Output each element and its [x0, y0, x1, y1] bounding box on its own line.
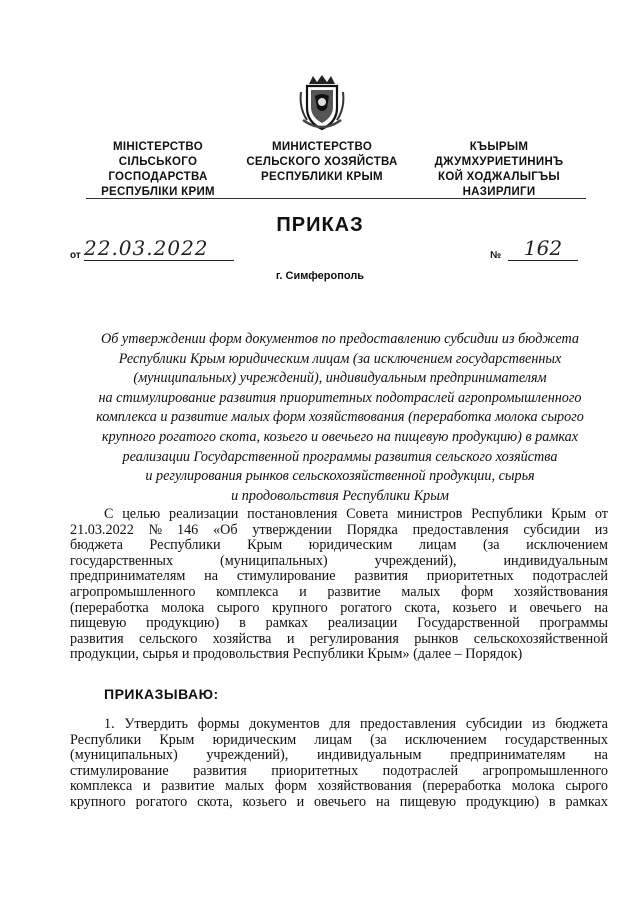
- word: комплекса: [216, 583, 279, 600]
- word: и: [286, 630, 295, 647]
- word: реализации: [169, 506, 239, 522]
- word: рынков: [414, 630, 459, 647]
- text-line: [70, 748, 608, 764]
- word: (муниципальных): [70, 747, 178, 764]
- word: для: [329, 716, 351, 732]
- subject-line: (муниципальных) учреждений), индивидуальным предпринимателям: [133, 370, 547, 387]
- word: Крым: [551, 506, 587, 522]
- word: в: [548, 793, 556, 810]
- number-prefix: №: [490, 250, 502, 261]
- header-line: КЪЫРЫМ: [469, 141, 529, 153]
- text-line: [70, 717, 608, 733]
- word: козьего: [452, 599, 497, 616]
- word: скота,: [197, 793, 233, 810]
- ministry-name-russian: [242, 140, 402, 185]
- word: продукцию): [465, 793, 540, 810]
- word: постановления: [247, 506, 338, 522]
- text-line: [70, 764, 608, 780]
- word: регулирования: [309, 630, 399, 647]
- word: предпринимателям: [450, 747, 566, 764]
- header-line: РЕСПУБЛІКИ КРИМ: [101, 186, 215, 198]
- word: приоритетных: [271, 762, 359, 779]
- word: крупного: [70, 793, 126, 810]
- word: подотраслей: [532, 568, 608, 585]
- word: хозяйствования: [317, 778, 412, 795]
- text-line: [70, 523, 608, 539]
- word: форм: [461, 583, 494, 600]
- subject-line: Республики Крым юридическим лицам (за исключением государственных: [118, 350, 562, 367]
- word: документов: [249, 716, 320, 732]
- word: агропромышленного: [482, 762, 608, 779]
- word: в: [239, 615, 246, 632]
- word: молока: [161, 599, 205, 616]
- text-line: [70, 733, 608, 749]
- word: Государственной: [417, 615, 520, 632]
- word: бюджета: [70, 537, 123, 554]
- word: пищевую: [70, 615, 127, 632]
- word: субсидии: [465, 716, 523, 732]
- word: предпринимателям: [70, 568, 186, 585]
- word: подотраслей: [382, 762, 459, 779]
- word: министров: [397, 506, 463, 522]
- header-line: РЕСПУБЛИКИ КРЫМ: [261, 171, 383, 183]
- word: программы: [539, 615, 608, 632]
- word: лицам: [314, 731, 352, 748]
- header-divider: [86, 198, 586, 199]
- header-line: ГОСПОДАРСТВА: [108, 171, 208, 183]
- word: из: [532, 716, 546, 732]
- subject-line: крупного рогатого скота, козьего и овечьего на пищевую продукцию) в рамках: [101, 428, 579, 445]
- header-line: КОЙ ХОДЖАЛЫГЪЫ: [438, 171, 560, 183]
- word: С: [104, 506, 114, 522]
- word: предоставления: [412, 521, 509, 538]
- word: стимулирование: [70, 762, 169, 779]
- header-line: ДЖУМХУРИЕТИНИНЪ: [434, 156, 564, 168]
- header-line: СІЛЬСЬКОГО: [118, 156, 198, 168]
- word: целью: [122, 506, 161, 522]
- subject-line: и регулирования рынков сельскохозяйственной продукции, сырья: [145, 468, 535, 485]
- word: учреждений),: [374, 552, 457, 569]
- word: сырого: [216, 599, 260, 616]
- word: рамках: [265, 615, 309, 632]
- word: исключением: [404, 731, 487, 748]
- word: развития: [193, 762, 247, 779]
- preamble-paragraph: [70, 507, 608, 663]
- word: молока: [511, 778, 555, 795]
- word: 21.03.2022: [70, 521, 134, 538]
- word: рамках: [565, 793, 608, 810]
- text-line: [70, 569, 608, 585]
- word: Республики: [471, 506, 543, 522]
- text-line: [70, 632, 608, 648]
- word: и: [296, 793, 305, 810]
- word: Порядка: [346, 521, 398, 538]
- word: юридическим: [308, 537, 393, 554]
- word: бюджета: [555, 716, 608, 732]
- subject-line: и продовольствия Республики Крым: [231, 487, 449, 504]
- text-line: [70, 585, 608, 601]
- word: исключением: [526, 537, 608, 554]
- text-line: [70, 507, 608, 523]
- handwritten-number: 162: [508, 236, 578, 261]
- text-line: продукции, сырья и продовольствия Республики Крым» (далее – Порядок): [70, 646, 523, 663]
- word: стимулирование: [236, 568, 336, 585]
- word: (переработка: [422, 778, 502, 795]
- word: комплекса: [70, 778, 133, 795]
- word: государственных: [504, 731, 608, 748]
- word: сельскохозяйственной: [473, 630, 608, 647]
- word: субсидии: [523, 521, 580, 538]
- word: лицам: [418, 537, 457, 554]
- subject-line: на стимулирование развития приоритетных подотраслей агропромышленного: [98, 389, 582, 406]
- header-line: СЕЛЬСКОГО ХОЗЯЙСТВА: [246, 156, 398, 168]
- word: крупного: [271, 599, 328, 616]
- order-item-1: [70, 717, 608, 811]
- word: государственных: [70, 552, 174, 569]
- word: индивидуальным: [316, 747, 422, 764]
- ministry-name-crimean-tatar: [414, 140, 584, 200]
- word: Крым: [247, 537, 283, 554]
- coat-of-arms-icon: [297, 74, 347, 132]
- word: (муниципальных): [219, 552, 328, 569]
- word: Крым: [159, 731, 195, 748]
- word: продукцию): [146, 615, 220, 632]
- document-title: ПРИКАЗ: [276, 214, 364, 236]
- word: развития: [70, 630, 124, 647]
- text-line: [70, 779, 608, 795]
- word: хозяйствования: [513, 583, 608, 600]
- word: рогатого: [135, 793, 188, 810]
- word: формы: [197, 716, 240, 732]
- word: агропромышленного: [70, 583, 196, 600]
- header-line: МІНІСТЕРСТВО: [113, 141, 203, 153]
- word: развития: [354, 568, 408, 585]
- word: предоставления: [360, 716, 457, 732]
- word: развитие: [161, 778, 215, 795]
- word: Республики: [70, 731, 142, 748]
- word: учреждений),: [206, 747, 289, 764]
- text-line: [70, 538, 608, 554]
- word: (за: [370, 731, 387, 748]
- word: (за: [482, 537, 500, 554]
- word: хозяйства: [212, 630, 272, 647]
- word: на: [376, 793, 390, 810]
- ministry-name-ukrainian: [78, 140, 238, 200]
- word: и: [509, 599, 517, 616]
- text-line: [70, 554, 608, 570]
- word: 146: [176, 521, 199, 538]
- word: Утвердить: [124, 716, 188, 732]
- word: из: [594, 521, 608, 538]
- order-heading: ПРИКАЗЫВАЮ:: [104, 686, 219, 702]
- word: сырого: [565, 778, 608, 795]
- text-line: [70, 601, 608, 617]
- word: (переработка: [70, 599, 149, 616]
- text-line: [70, 795, 608, 811]
- word: скота,: [404, 599, 440, 616]
- word: на: [594, 599, 608, 616]
- word: сельского: [138, 630, 198, 647]
- word: малых: [401, 583, 441, 600]
- order-subject: [70, 330, 610, 506]
- word: 1.: [104, 716, 115, 732]
- subject-line: реализации Государственной программы развития сельского хозяйства: [122, 448, 558, 465]
- word: Республики: [149, 537, 221, 554]
- word: развитие: [327, 583, 381, 600]
- word: и: [142, 778, 151, 795]
- word: козьего: [242, 793, 287, 810]
- city-name: г. Симферополь: [275, 270, 365, 282]
- word: приоритетных: [426, 568, 514, 585]
- word: «Об: [213, 521, 238, 538]
- handwritten-date: 22.03.2022: [84, 236, 234, 261]
- word: овечьего: [529, 599, 582, 616]
- word: реализации: [327, 615, 398, 632]
- word: №: [148, 521, 163, 538]
- word: Совета: [346, 506, 389, 522]
- word: индивидуальным: [503, 552, 608, 569]
- text-line: [70, 616, 608, 632]
- word: и: [299, 583, 307, 600]
- word: юридическим: [212, 731, 297, 748]
- word: овечьего: [314, 793, 367, 810]
- word: от: [594, 506, 608, 522]
- subject-line: Об утверждении форм документов по предоставлению субсидии из бюджета: [100, 331, 580, 347]
- word: на: [204, 568, 219, 585]
- word: пищевую: [399, 793, 457, 810]
- word: утверждении: [252, 521, 332, 538]
- word: форм: [274, 778, 307, 795]
- subject-line: комплекса и развитие малых форм хозяйствования (переработка молока сырого: [96, 409, 584, 426]
- word: на: [594, 747, 608, 764]
- header-line: МИНИСТЕРСТВО: [271, 141, 373, 153]
- header-line: НАЗИРЛИГИ: [462, 186, 536, 198]
- word: малых: [225, 778, 265, 795]
- date-prefix: от: [70, 250, 81, 261]
- word: рогатого: [340, 599, 392, 616]
